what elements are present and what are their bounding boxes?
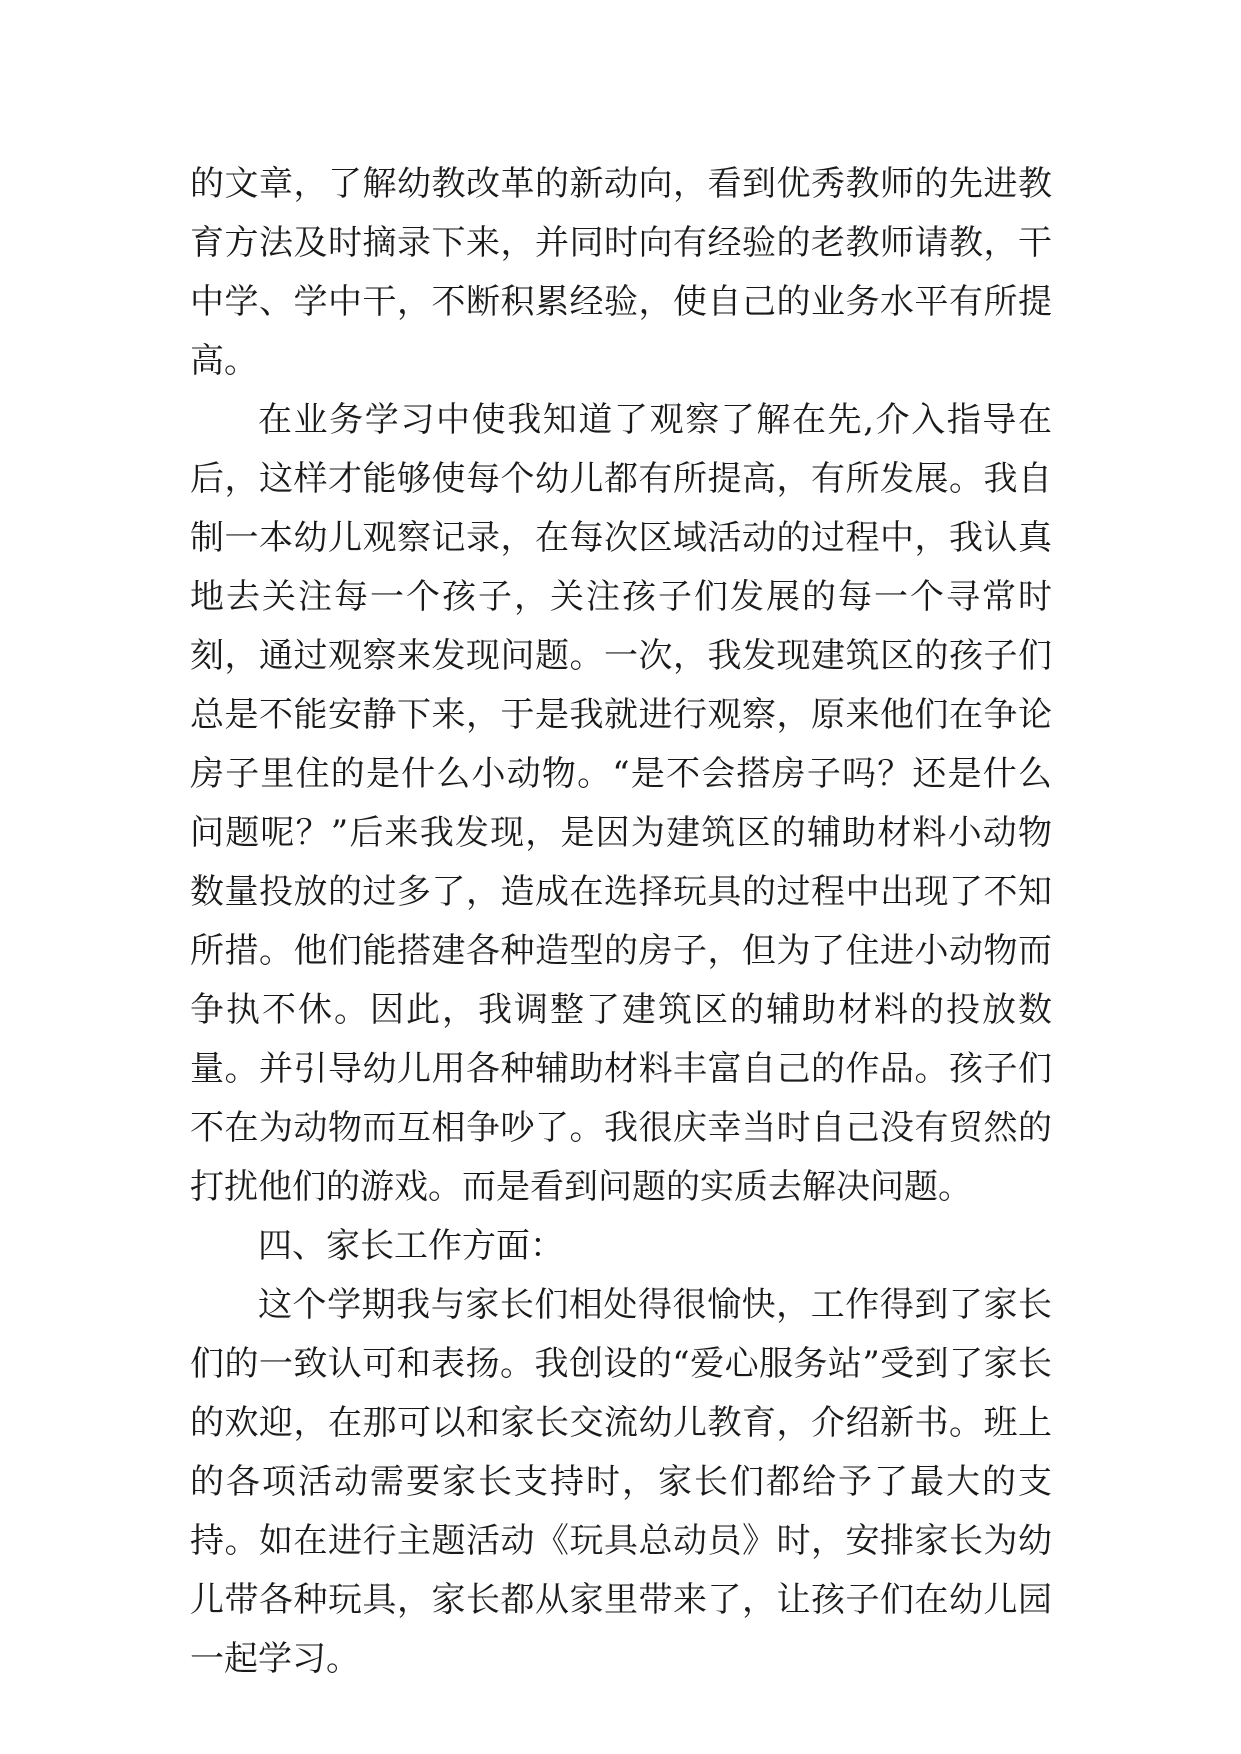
document-body	[190, 155, 1052, 1689]
section-heading-parent-work: 四、家长工作方面：	[258, 1226, 564, 1266]
paragraph-continued-article: 的文章，了解幼教改革的新动向，看到优秀教师的先进教育方法及时摘录下来，并同时向有经验的老教师请教，干中学、学中干，不断积累经验，使自己的业务水平有所提高。	[190, 164, 1052, 381]
paragraph-business-study: 在业务学习中使我知道了观察了解在先,介入指导在后，这样才能够使每个幼儿都有所提高，有所发展。我自制一本幼儿观察记录，在每次区域活动的过程中，我认真地去关注每一个孩子，关注孩子们发展的每一个寻常时刻，通过观察来发现问题。一次，我发现建筑区的孩子们总是不能安静下来，于是我就进行观察，原来他们在争论房子里住的是什么小动物。“是不会搭房子吗？还是什么问题呢？”后来我发现，是因为建筑区的辅助材料小动物数量投放的过多了，造成在选择玩具的过程中出现了不知所措。他们能搭建各种造型的房子，但为了住进小动物而争执不休。因此，我调整了建筑区的辅助材料的投放数量。并引导幼儿用各种辅助材料丰富自己的作品。孩子们不在为动物而互相争吵了。我很庆幸当时自己没有贸然的打扰他们的游戏。而是看到问题的实质去解决问题。	[190, 400, 1052, 1207]
paragraph-parent-work: 这个学期我与家长们相处得很愉快，工作得到了家长们的一致认可和表扬。我创设的“爱心服务站”受到了家长的欢迎，在那可以和家长交流幼儿教育，介绍新书。班上的各项活动需要家长支持时，家长们都给予了最大的支持。如在进行主题活动《玩具总动员》时，安排家长为幼儿带各种玩具，家长都从家里带来了，让孩子们在幼儿园一起学习。	[190, 1285, 1052, 1679]
